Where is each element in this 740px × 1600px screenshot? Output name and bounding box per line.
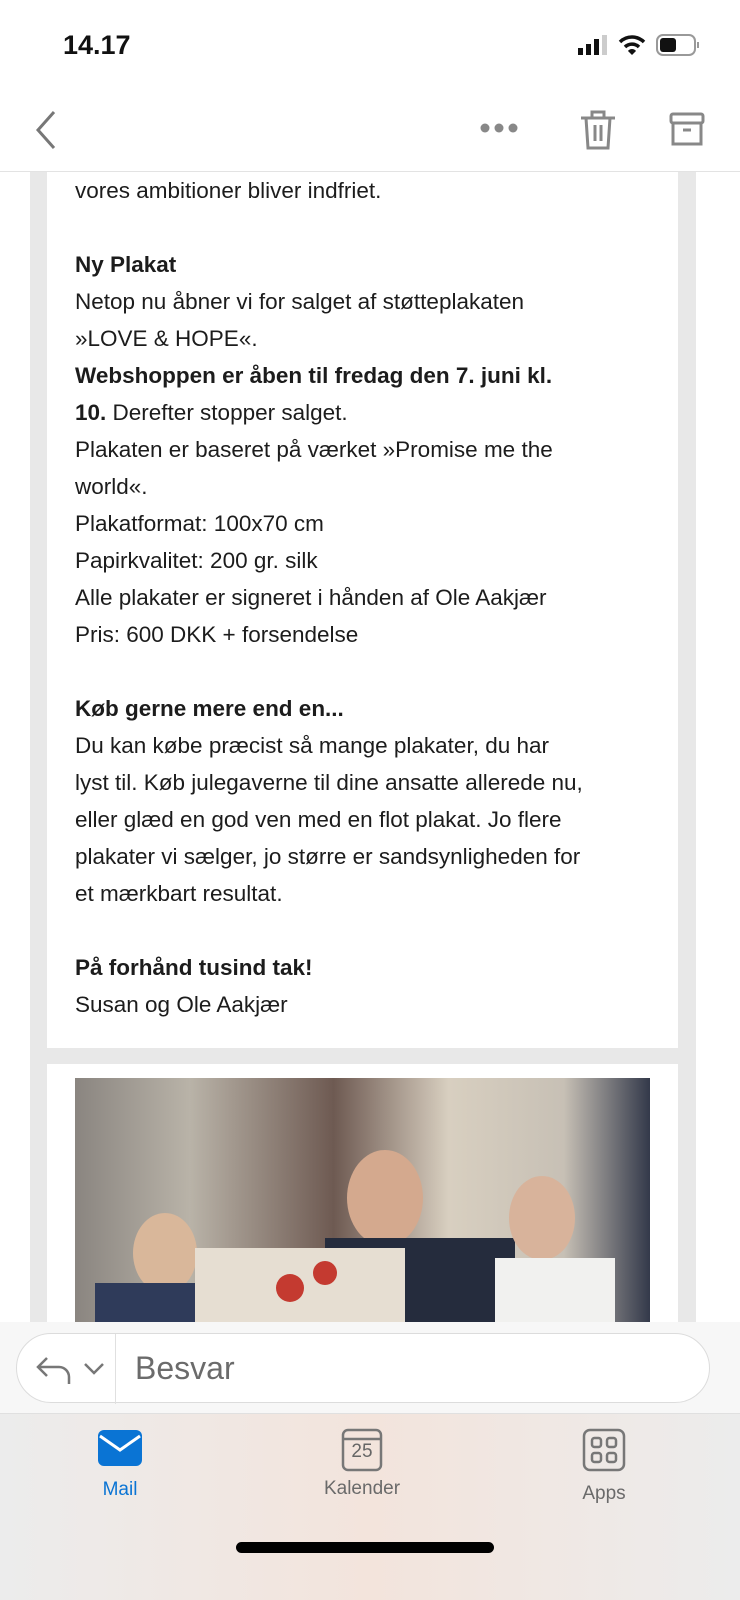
reply-arrow-icon[interactable] [35,1354,75,1386]
heading-ny-plakat: Ny Plakat [75,252,177,277]
text-card [47,172,678,1048]
photo-illustration [75,1078,650,1322]
tab-kalender[interactable] [302,1428,422,1500]
back-chevron-icon[interactable] [32,108,60,152]
heading-kob-gerne: Køb gerne mere end en... [75,696,344,721]
text-line: et mærkbart resultat. [75,881,283,906]
text-line: Alle plakater er signeret i hånden af Ole Aakjær [75,585,547,610]
text-line: vores ambitioner bliver indfriet. [75,178,382,203]
text-line: lyst til. Køb julegaverne til dine ansatte allerede nu, [75,770,583,795]
signal-icon [578,35,608,55]
email-body[interactable] [0,172,740,1322]
text-line-bold: Webshoppen er åben til fredag den 7. juni kl. [75,363,553,388]
text-line: Du kan købe præcist så mange plakater, du har [75,733,549,758]
tab-apps[interactable] [544,1428,664,1505]
text-line: Plakatformat: 100x70 cm [75,511,324,536]
signature: Susan og Ole Aakjær [75,992,288,1017]
text-line: plakater vi sælger, jo større er sandsynligheden for [75,844,581,869]
text-line: »LOVE & HOPE«. [75,326,258,351]
reply-bar [0,1322,740,1414]
bold-span: 10. [75,400,107,425]
home-indicator[interactable] [236,1542,494,1553]
wifi-icon [618,34,646,56]
mail-icon [96,1428,144,1468]
status-bar [0,0,740,90]
tab-label: Kalender [323,1478,401,1499]
email-text [75,172,583,1023]
tab-bar [0,1414,740,1600]
trash-icon[interactable] [578,108,618,152]
tab-label: Apps [582,1483,626,1504]
photo-people-with-poster [75,1078,650,1322]
reply-placeholder: Besvar [135,1350,235,1386]
text-line: Netop nu åbner vi for salget af støtteplakaten [75,289,525,314]
battery-icon [656,34,700,56]
text-line: world«. [75,474,148,499]
heading-thanks: På forhånd tusind tak! [75,955,313,980]
more-options-icon[interactable] [478,120,522,136]
photo-card [47,1064,678,1322]
calendar-date: 25 [351,1441,373,1462]
mail-toolbar [0,90,740,172]
text-line: Plakaten er baseret på værket »Promise me the [75,437,553,462]
reply-field[interactable] [16,1333,710,1403]
tab-label: Mail [102,1479,138,1500]
clock: 14.17 [63,30,131,60]
text-line [75,394,583,431]
text-line: eller glæd en god ven med en flot plakat. Jo flere [75,807,562,832]
text-span: Derefter stopper salget. [106,400,348,425]
chevron-down-icon[interactable] [83,1362,105,1376]
archive-icon[interactable] [668,108,706,152]
text-line: Papirkvalitet: 200 gr. silk [75,548,318,573]
text-line: Pris: 600 DKK + forsendelse [75,622,359,647]
apps-grid-icon [582,1428,626,1472]
tab-mail[interactable] [60,1428,180,1501]
calendar-icon [341,1428,383,1472]
